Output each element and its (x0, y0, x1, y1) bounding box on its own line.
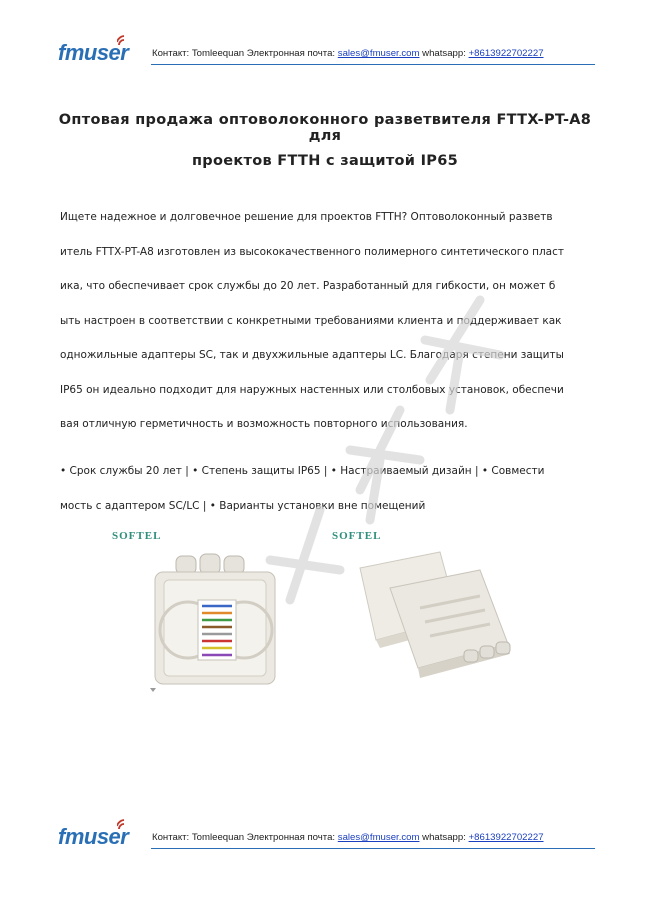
signal-icon (117, 819, 131, 831)
page-footer (58, 826, 595, 848)
feature-bullets (60, 454, 595, 523)
bullet-line: мость с адаптером SC/LC | • Варианты установки вне помещений (60, 499, 426, 512)
product-photo-open-box (140, 548, 290, 698)
paragraph-line: IP65 он идеально подходит для наружных настенных или столбовых установок, обеспечи (60, 383, 564, 396)
footer-contact: Контакт: Tomleequan Электронная почта: sales@fmuser.com whatsapp: +8613922702227 (152, 832, 544, 843)
softel-logo: SOFTEL (112, 530, 162, 542)
footer-divider (151, 848, 595, 849)
page-title-line-1: Оптовая продажа оптоволоконного разветвителя FTTX-PT-A8 для (58, 112, 592, 144)
footer-email-link[interactable]: sales@fmuser.com (337, 832, 420, 843)
paragraph-line: одножильные адаптеры SC, так и двухжильные адаптеры LC. Благодаря степени защиты (60, 349, 564, 361)
fmuser-logo: fmuser (58, 42, 128, 64)
header-email-link[interactable]: sales@fmuser.com (337, 48, 420, 59)
description-paragraph (60, 200, 595, 442)
product-photo-closed-box (330, 548, 520, 688)
header-divider (151, 64, 595, 65)
header-contact: Контакт: Tomleequan Электронная почта: sales@fmuser.com whatsapp: +8613922702227 (152, 48, 544, 59)
paragraph-line: ика, что обеспечивает срок службы до 20 лет. Разработанный для гибкости, он может б (60, 280, 556, 292)
signal-icon (117, 35, 131, 47)
fmuser-logo: fmuser (58, 826, 128, 848)
paragraph-line: ыть настроен в соответствии с конкретными требованиями клиента и поддерживает как (60, 314, 562, 327)
paragraph-line: итель FTTX-PT-A8 изготовлен из высококачественного полимерного синтетического пласт (60, 245, 564, 258)
softel-logo: SOFTEL (332, 530, 382, 542)
footer-phone-link[interactable]: +8613922702227 (468, 832, 544, 843)
bullet-line: • Срок службы 20 лет | • Степень защиты IP65 | • Настраиваемый дизайн | • Совмести (60, 465, 545, 477)
page-title-line-2: проектов FTTH с защитой IP65 (191, 153, 459, 169)
header-phone-link[interactable]: +8613922702227 (468, 48, 544, 59)
page-header (58, 42, 595, 64)
paragraph-line: вая отличную герметичность и возможность повторного использования. (60, 418, 468, 430)
paragraph-line: Ищете надежное и долговечное решение для проектов FTTH? Оптоволоконный разветв (60, 211, 553, 223)
